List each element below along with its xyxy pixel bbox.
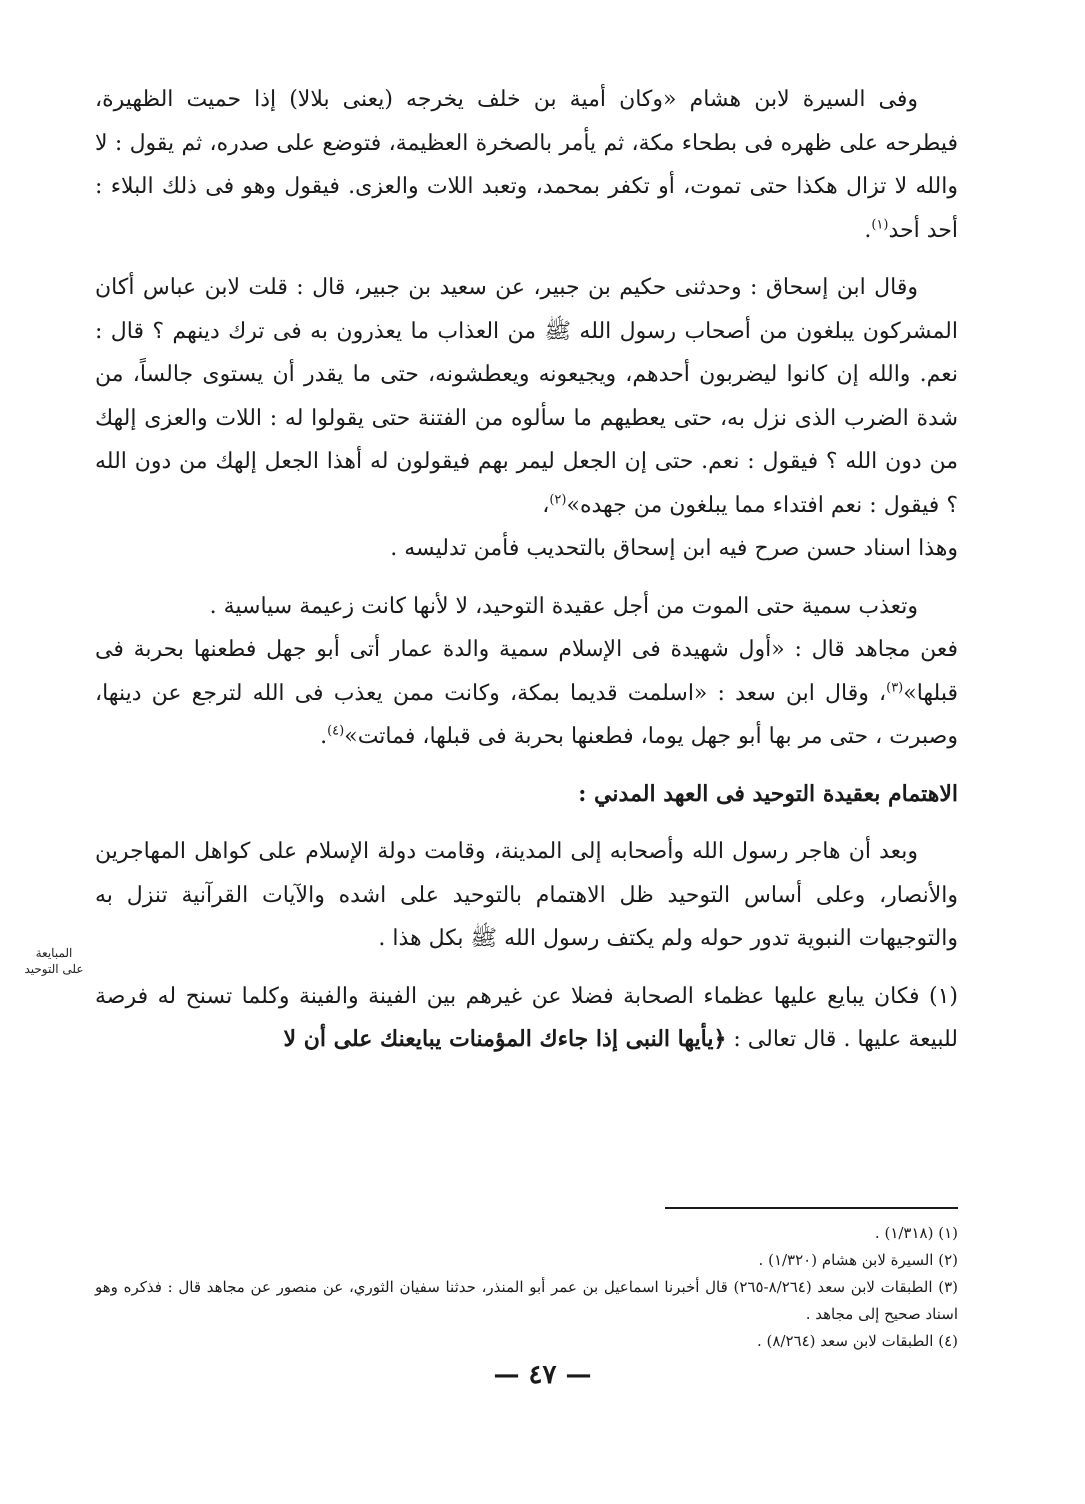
main-text — [95, 78, 958, 1076]
footnote-marker: (١) — [871, 217, 889, 233]
paragraph-text: وبعد أن هاجر رسول الله وأصحابه إلى المدينة، وقامت دولة الإسلام على كواهل المهاجرين والأنصار، وعلى أساس التوحيد ظل الاهتمام بالتوحيد على اشده والآيات القرآنية تنزل به والتوجيهات النبوية تدور حوله ولم يكتف رسول الله ﷺ بكل هذا . — [95, 839, 958, 951]
footnote-3: (٣) الطبقات لابن سعد (٨/٢٦٤-٢٦٥) قال أخبرنا اسماعيل بن عمر أبو المنذر، حدثنا سفيان الثوري، عن منصور عن مجاهد قال : فذكره وهو اسناد صحيح إلى مجاهد . — [95, 1278, 958, 1323]
footnote-marker: (٢) — [549, 492, 567, 508]
paragraph-text: وتعذب سمية حتى الموت من أجل عقيدة التوحيد، لا لأنها كانت زعيمة سياسية . — [209, 593, 918, 619]
footnote-2: (٢) السيرة لابن هشام (١/٣٢٠) . — [758, 1251, 958, 1269]
paragraph-text: وقال ابن إسحاق : وحدثنى حكيم بن جبير، عن سعيد بن جبير، قال : قلت لابن عباس أكان المشركون يبلغون من أصحاب رسول الله ﷺ من العذاب ما يعذرون به فى ترك دينهم ؟ قال : نعم. والله إن كانوا ليضربون أحدهم، ويجيعونه ويعطشونه، حتى ما يقدر أن يستوى جالساً، من شدة الضرب الذى نزل به، حتى يعطيهم ما سألوه من الفتنة حتى يقولوا له : اللات والعزى إلهك من دون الله ؟ فيقول : نعم. حتى إن الجعل ليمر بهم فيقولون له أهذا الجعل إلهك من دون الله ؟ فيقول : نعم افتداء مما يبلغون من جهده» — [95, 275, 958, 518]
paragraph-end-mark: . — [320, 724, 328, 749]
footnotes — [95, 1220, 958, 1355]
footnote-marker: (٤) — [327, 723, 345, 739]
margin-note — [18, 945, 90, 977]
paragraph-sira-bilal — [95, 78, 958, 252]
footnote-1: (١) (١/٣١٨) . — [874, 1224, 958, 1242]
footnote-4: (٤) الطبقات لابن سعد (٨/٢٦٤) . — [756, 1332, 958, 1350]
paragraph-text: (١) فكان يبايع عليها عظماء الصحابة فضلا عن غيرهم بين الفينة والفينة وكلما تسنح له فرصة للبيعة عليها . قال تعالى : — [95, 983, 958, 1052]
paragraph-ibn-ishaq — [95, 266, 958, 571]
paragraph-madinah — [95, 830, 958, 961]
page-number: — ٤٧ — — [493, 1360, 592, 1390]
paragraph-end-mark: . — [864, 217, 872, 243]
mujahid-quote: فعن مجاهد قال : «أول شهيدة فى الإسلام سمية والدة عمار أتى أبو جهل فطعنها بحربة فى قبلها» — [95, 637, 958, 706]
footnote-marker: (٣) — [886, 680, 904, 696]
paragraph-text: وفى السيرة لابن هشام «وكان أمية بن خلف يخرجه (يعنى بلالا) إذا حميت الظهيرة، فيطرحه على ظهره فى بطحاء مكة، ثم يأمر بالصخرة العظيمة، فتوضع على صدره، ثم يقول : لا والله لا تزال هكذا حتى تموت، أو تكفر بمحمد، وتعبد اللات والعزى. فيقول وهو فى ذلك البلاء : أحد أحد — [95, 87, 958, 243]
paragraph-bayah — [95, 975, 958, 1062]
quran-verse: ﴿يأيها النبى إذا جاءك المؤمنات يبايعنك على أن لا — [283, 1026, 727, 1052]
margin-note-line: المبايعة — [35, 946, 73, 960]
ibn-saad-quote: ، وقال ابن سعد : «اسلمت قديما بمكة، وكانت ممن يعذب فى الله لترجع عن دينها، وصبرت ، حتى مر بها أبو جهل يوما، فطعنها بحربة فى قبلها، فماتت» — [95, 680, 958, 749]
paragraph-sumayya — [95, 585, 958, 759]
isnad-note: وهذا اسناد حسن صرح فيه ابن إسحاق بالتحديب فأمن تدليسه . — [390, 536, 958, 561]
paragraph-end-mark: ، — [542, 492, 550, 518]
margin-note-line: على التوحيد — [24, 962, 84, 976]
section-heading: الاهتمام بعقيدة التوحيد فى العهد المدني : — [578, 780, 958, 807]
footnote-divider — [665, 1207, 958, 1209]
